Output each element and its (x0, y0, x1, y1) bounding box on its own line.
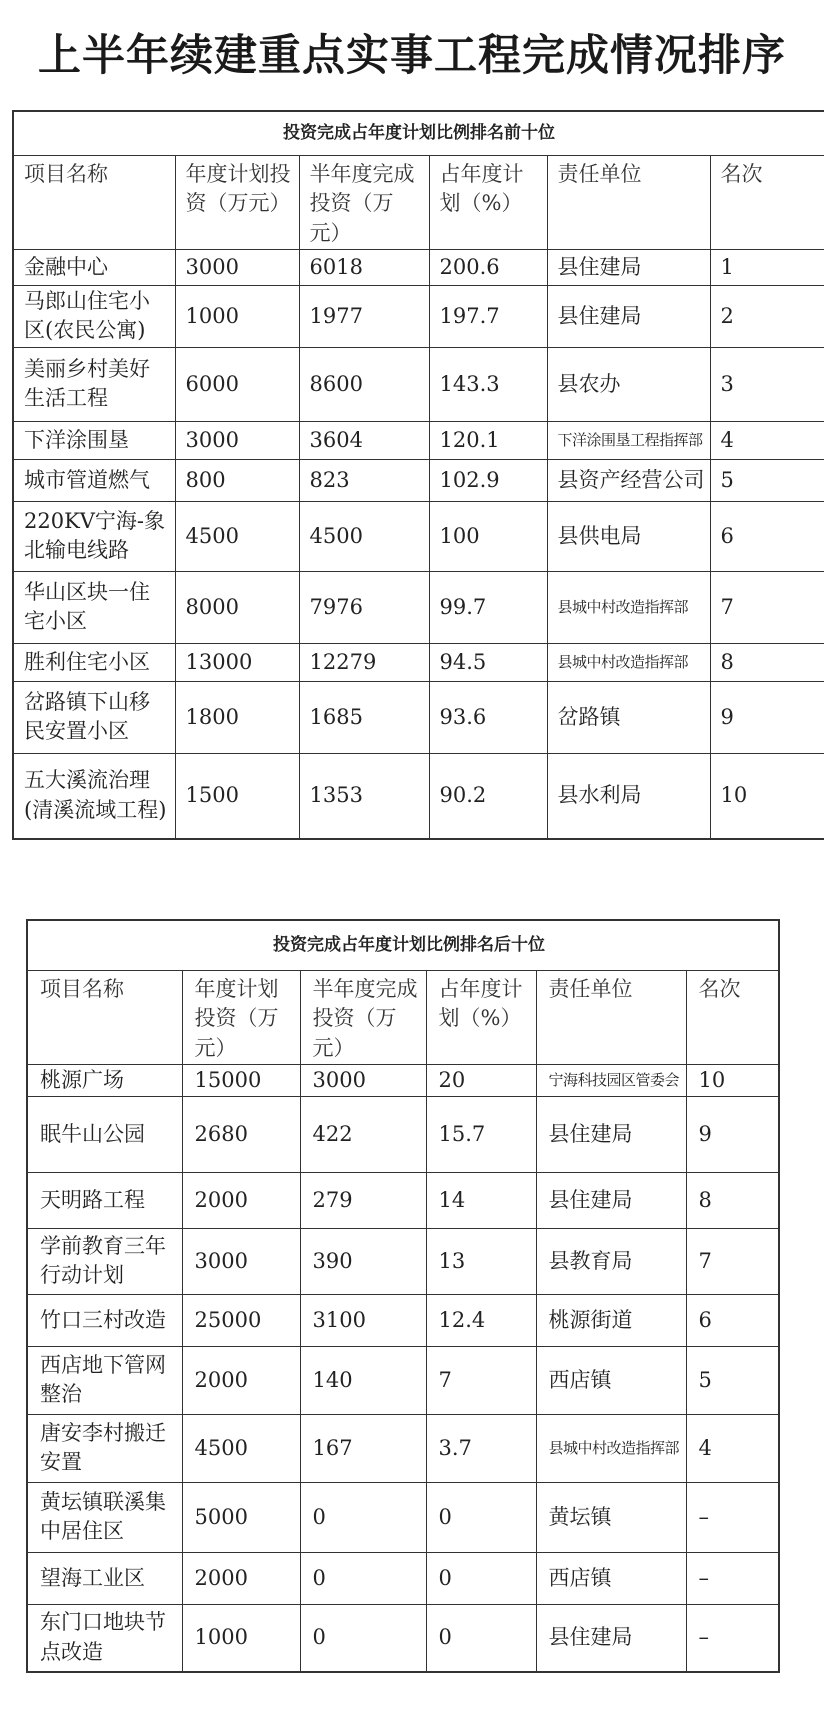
cell-responsible-unit: 宁海科技园区管委会 (536, 1064, 686, 1096)
cell-half-year-investment: 6018 (299, 249, 429, 285)
cell-plan-ratio: 12.4 (426, 1294, 536, 1346)
cell-annual-plan: 13000 (175, 643, 299, 681)
cell-half-year-investment: 390 (300, 1228, 426, 1294)
cell-project-name: 城市管道燃气 (13, 459, 175, 501)
cell-project-name: 金融中心 (13, 249, 175, 285)
table-row (27, 1096, 779, 1172)
cell-rank: 7 (686, 1228, 779, 1294)
cell-project-name: 黄坛镇联溪集中居住区 (27, 1482, 182, 1552)
cell-annual-plan: 6000 (175, 347, 299, 421)
column-header-annual-plan: 年度计划投资（万元） (175, 155, 299, 249)
table-row (13, 501, 824, 571)
cell-annual-plan: 4500 (182, 1414, 300, 1482)
table-row (27, 1294, 779, 1346)
column-header-half-year-investment: 半年度完成投资（万元） (300, 970, 426, 1064)
cell-project-name: 竹口三村改造 (27, 1294, 182, 1346)
cell-project-name: 美丽乡村美好生活工程 (13, 347, 175, 421)
cell-annual-plan: 3000 (175, 421, 299, 459)
table-header-row (13, 155, 824, 249)
cell-responsible-unit: 县住建局 (536, 1172, 686, 1228)
column-header-project-name: 项目名称 (27, 970, 182, 1064)
cell-project-name: 马郎山住宅小区(农民公寓) (13, 285, 175, 347)
column-header-annual-plan: 年度计划投资（万元） (182, 970, 300, 1064)
cell-annual-plan: 4500 (175, 501, 299, 571)
cell-plan-ratio: 0 (426, 1604, 536, 1672)
cell-half-year-investment: 0 (300, 1482, 426, 1552)
cell-project-name: 岔路镇下山移民安置小区 (13, 681, 175, 753)
bottom-ten-body (27, 920, 779, 1672)
table-row (13, 643, 824, 681)
table-row (13, 347, 824, 421)
cell-half-year-investment: 7976 (299, 571, 429, 643)
cell-annual-plan: 2000 (182, 1552, 300, 1604)
cell-half-year-investment: 167 (300, 1414, 426, 1482)
cell-project-name: 下洋涂围垦 (13, 421, 175, 459)
cell-plan-ratio: 20 (426, 1064, 536, 1096)
cell-half-year-investment: 279 (300, 1172, 426, 1228)
cell-project-name: 五大溪流治理(清溪流域工程) (13, 753, 175, 839)
top-ten-table (12, 110, 824, 840)
cell-annual-plan: 3000 (175, 249, 299, 285)
cell-rank: – (686, 1552, 779, 1604)
cell-responsible-unit: 县住建局 (547, 249, 710, 285)
cell-plan-ratio: 90.2 (429, 753, 547, 839)
cell-project-name: 望海工业区 (27, 1552, 182, 1604)
table-row (13, 681, 824, 753)
cell-project-name: 唐安李村搬迁安置 (27, 1414, 182, 1482)
cell-half-year-investment: 1353 (299, 753, 429, 839)
cell-half-year-investment: 12279 (299, 643, 429, 681)
table-row (13, 249, 824, 285)
cell-project-name: 西店地下管网整治 (27, 1346, 182, 1414)
cell-rank: 6 (710, 501, 824, 571)
cell-half-year-investment: 3000 (300, 1064, 426, 1096)
cell-plan-ratio: 7 (426, 1346, 536, 1414)
column-header-responsible-unit: 责任单位 (547, 155, 710, 249)
cell-responsible-unit: 县住建局 (547, 285, 710, 347)
cell-half-year-investment: 3100 (300, 1294, 426, 1346)
cell-responsible-unit: 下洋涂围垦工程指挥部 (547, 421, 710, 459)
cell-rank: 9 (710, 681, 824, 753)
cell-plan-ratio: 0 (426, 1482, 536, 1552)
cell-annual-plan: 1000 (175, 285, 299, 347)
cell-responsible-unit: 县农办 (547, 347, 710, 421)
cell-half-year-investment: 422 (300, 1096, 426, 1172)
table-row (27, 1552, 779, 1604)
column-header-responsible-unit: 责任单位 (536, 970, 686, 1064)
cell-project-name: 学前教育三年行动计划 (27, 1228, 182, 1294)
table-row (27, 1482, 779, 1552)
cell-plan-ratio: 13 (426, 1228, 536, 1294)
cell-rank: 8 (686, 1172, 779, 1228)
table-caption: 投资完成占年度计划比例排名前十位 (13, 111, 824, 155)
cell-half-year-investment: 140 (300, 1346, 426, 1414)
cell-plan-ratio: 120.1 (429, 421, 547, 459)
table-row (13, 571, 824, 643)
cell-rank: 10 (710, 753, 824, 839)
table-row (13, 459, 824, 501)
cell-responsible-unit: 西店镇 (536, 1552, 686, 1604)
table-row (27, 1228, 779, 1294)
column-header-rank: 名次 (686, 970, 779, 1064)
column-header-plan-ratio: 占年度计划（%） (426, 970, 536, 1064)
cell-annual-plan: 2000 (182, 1346, 300, 1414)
column-header-project-name: 项目名称 (13, 155, 175, 249)
cell-plan-ratio: 200.6 (429, 249, 547, 285)
table-row (27, 1604, 779, 1672)
cell-half-year-investment: 1685 (299, 681, 429, 753)
cell-annual-plan: 2000 (182, 1172, 300, 1228)
cell-half-year-investment: 3604 (299, 421, 429, 459)
cell-rank: 8 (710, 643, 824, 681)
cell-annual-plan: 1000 (182, 1604, 300, 1672)
cell-half-year-investment: 0 (300, 1552, 426, 1604)
cell-project-name: 天明路工程 (27, 1172, 182, 1228)
cell-project-name: 桃源广场 (27, 1064, 182, 1096)
cell-responsible-unit: 西店镇 (536, 1346, 686, 1414)
cell-responsible-unit: 县住建局 (536, 1096, 686, 1172)
column-header-rank: 名次 (710, 155, 824, 249)
cell-responsible-unit: 县城中村改造指挥部 (536, 1414, 686, 1482)
cell-responsible-unit: 桃源街道 (536, 1294, 686, 1346)
top-ten-body (13, 111, 824, 839)
column-header-half-year-investment: 半年度完成投资（万元） (299, 155, 429, 249)
cell-rank: – (686, 1482, 779, 1552)
table-row (27, 1346, 779, 1414)
cell-plan-ratio: 14 (426, 1172, 536, 1228)
cell-responsible-unit: 县教育局 (536, 1228, 686, 1294)
page-title: 上半年续建重点实事工程完成情况排序 (38, 31, 786, 81)
table-caption-row (13, 111, 824, 155)
cell-responsible-unit: 县住建局 (536, 1604, 686, 1672)
cell-plan-ratio: 15.7 (426, 1096, 536, 1172)
cell-half-year-investment: 8600 (299, 347, 429, 421)
table-row (27, 1064, 779, 1096)
cell-rank: 10 (686, 1064, 779, 1096)
cell-responsible-unit: 县城中村改造指挥部 (547, 571, 710, 643)
cell-annual-plan: 15000 (182, 1064, 300, 1096)
table-row (13, 285, 824, 347)
cell-project-name: 眠牛山公园 (27, 1096, 182, 1172)
cell-annual-plan: 25000 (182, 1294, 300, 1346)
cell-responsible-unit: 县供电局 (547, 501, 710, 571)
cell-rank: 1 (710, 249, 824, 285)
cell-rank: 7 (710, 571, 824, 643)
table-row (13, 753, 824, 839)
cell-annual-plan: 5000 (182, 1482, 300, 1552)
cell-rank: 6 (686, 1294, 779, 1346)
bottom-ten-table (26, 919, 780, 1673)
cell-rank: 4 (710, 421, 824, 459)
cell-plan-ratio: 94.5 (429, 643, 547, 681)
cell-rank: 3 (710, 347, 824, 421)
cell-half-year-investment: 1977 (299, 285, 429, 347)
cell-responsible-unit: 县资产经营公司 (547, 459, 710, 501)
cell-responsible-unit: 岔路镇 (547, 681, 710, 753)
cell-plan-ratio: 93.6 (429, 681, 547, 753)
cell-rank: – (686, 1604, 779, 1672)
cell-annual-plan: 1800 (175, 681, 299, 753)
cell-project-name: 华山区块一住宅小区 (13, 571, 175, 643)
cell-responsible-unit: 县水利局 (547, 753, 710, 839)
cell-annual-plan: 8000 (175, 571, 299, 643)
cell-plan-ratio: 0 (426, 1552, 536, 1604)
cell-rank: 5 (710, 459, 824, 501)
cell-plan-ratio: 102.9 (429, 459, 547, 501)
column-header-plan-ratio: 占年度计划（%） (429, 155, 547, 249)
cell-rank: 5 (686, 1346, 779, 1414)
table-row (13, 421, 824, 459)
cell-rank: 9 (686, 1096, 779, 1172)
cell-plan-ratio: 99.7 (429, 571, 547, 643)
cell-responsible-unit: 县城中村改造指挥部 (547, 643, 710, 681)
cell-annual-plan: 3000 (182, 1228, 300, 1294)
cell-project-name: 胜利住宅小区 (13, 643, 175, 681)
cell-plan-ratio: 3.7 (426, 1414, 536, 1482)
cell-rank: 4 (686, 1414, 779, 1482)
cell-annual-plan: 2680 (182, 1096, 300, 1172)
table-header-row (27, 970, 779, 1064)
cell-half-year-investment: 4500 (299, 501, 429, 571)
table-row (27, 1414, 779, 1482)
cell-annual-plan: 800 (175, 459, 299, 501)
cell-half-year-investment: 0 (300, 1604, 426, 1672)
cell-annual-plan: 1500 (175, 753, 299, 839)
cell-rank: 2 (710, 285, 824, 347)
cell-project-name: 220KV宁海-象北输电线路 (13, 501, 175, 571)
cell-half-year-investment: 823 (299, 459, 429, 501)
table-row (27, 1172, 779, 1228)
cell-project-name: 东门口地块节点改造 (27, 1604, 182, 1672)
cell-plan-ratio: 197.7 (429, 285, 547, 347)
table-caption: 投资完成占年度计划比例排名后十位 (27, 920, 779, 970)
table-caption-row (27, 920, 779, 970)
cell-plan-ratio: 100 (429, 501, 547, 571)
cell-responsible-unit: 黄坛镇 (536, 1482, 686, 1552)
cell-plan-ratio: 143.3 (429, 347, 547, 421)
